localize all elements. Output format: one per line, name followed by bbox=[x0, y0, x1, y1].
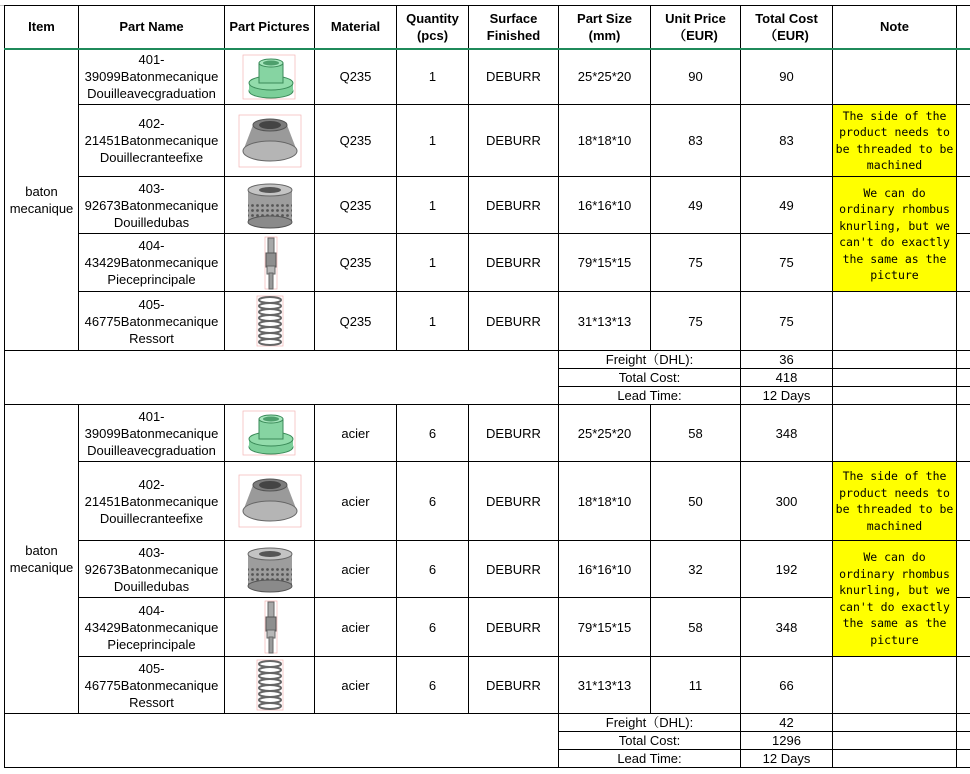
table-row bbox=[5, 598, 970, 657]
summary-value-cell[interactable]: 36 bbox=[741, 351, 833, 369]
summary-note-cell[interactable] bbox=[833, 351, 957, 369]
part-picture-cell[interactable] bbox=[225, 177, 315, 234]
note-cell[interactable] bbox=[833, 405, 957, 462]
summary-label-cell[interactable]: Total Cost: bbox=[559, 732, 741, 750]
part-size-cell[interactable]: 18*18*10 bbox=[559, 462, 651, 541]
extra-cell[interactable] bbox=[957, 105, 970, 177]
table-row bbox=[5, 177, 970, 234]
surface-cell[interactable]: DEBURR bbox=[469, 541, 559, 598]
extra-cell[interactable] bbox=[957, 732, 970, 750]
surface-cell[interactable]: DEBURR bbox=[469, 292, 559, 351]
extra-cell[interactable] bbox=[957, 351, 970, 369]
table-row bbox=[5, 541, 970, 598]
unit-price-cell[interactable]: 90 bbox=[651, 49, 741, 105]
unit-price-cell[interactable]: 50 bbox=[651, 462, 741, 541]
part-size-cell[interactable]: 31*13*13 bbox=[559, 657, 651, 714]
extra-cell[interactable] bbox=[957, 387, 970, 405]
quantity-cell[interactable]: 1 bbox=[397, 105, 469, 177]
part-name-cell[interactable]: 401- 39099Batonmecanique Douilleavecgraduation bbox=[79, 405, 225, 462]
extra-cell[interactable] bbox=[957, 541, 970, 598]
part-name-cell[interactable]: 404- 43429Batonmecanique Pieceprincipale bbox=[79, 234, 225, 292]
material-cell[interactable]: acier bbox=[315, 598, 397, 657]
material-cell[interactable]: Q235 bbox=[315, 234, 397, 292]
quantity-cell[interactable]: 6 bbox=[397, 405, 469, 462]
summary-value-cell[interactable]: 418 bbox=[741, 369, 833, 387]
summary-label-cell[interactable]: Lead Time: bbox=[559, 750, 741, 768]
material-cell[interactable]: Q235 bbox=[315, 292, 397, 351]
summary-note-cell[interactable] bbox=[833, 369, 957, 387]
surface-cell[interactable]: DEBURR bbox=[469, 105, 559, 177]
part-name-cell[interactable]: 403- 92673Batonmecanique Douilledubas bbox=[79, 541, 225, 598]
part-size-cell[interactable]: 16*16*10 bbox=[559, 541, 651, 598]
surface-cell[interactable]: DEBURR bbox=[469, 405, 559, 462]
summary-value-cell[interactable]: 42 bbox=[741, 714, 833, 732]
summary-value-cell[interactable]: 12 Days bbox=[741, 387, 833, 405]
green-bushing-icon bbox=[225, 51, 314, 103]
header-unit-price[interactable]: Unit Price （EUR) bbox=[651, 6, 741, 49]
shaft-icon bbox=[225, 599, 314, 655]
part-picture-cell[interactable] bbox=[225, 462, 315, 541]
part-size-cell[interactable]: 79*15*15 bbox=[559, 598, 651, 657]
summary-row bbox=[5, 351, 970, 369]
item-cell[interactable]: baton mecanique bbox=[5, 405, 79, 714]
quantity-cell[interactable]: 6 bbox=[397, 657, 469, 714]
part-name-cell[interactable]: 401- 39099Batonmecanique Douilleavecgraduation bbox=[79, 49, 225, 105]
extra-cell[interactable] bbox=[957, 369, 970, 387]
note-cell[interactable]: The side of the product needs to be threaded to be machined bbox=[833, 105, 957, 177]
quotation-table bbox=[4, 5, 970, 768]
part-size-cell[interactable]: 31*13*13 bbox=[559, 292, 651, 351]
material-cell[interactable]: acier bbox=[315, 462, 397, 541]
unit-price-cell[interactable]: 58 bbox=[651, 405, 741, 462]
unit-price-cell[interactable]: 75 bbox=[651, 292, 741, 351]
summary-value-cell[interactable]: 12 Days bbox=[741, 750, 833, 768]
extra-cell[interactable] bbox=[957, 657, 970, 714]
total-cost-cell[interactable]: 300 bbox=[741, 462, 833, 541]
header-item[interactable]: Item bbox=[5, 6, 79, 49]
unit-price-cell[interactable]: 49 bbox=[651, 177, 741, 234]
surface-cell[interactable]: DEBURR bbox=[469, 598, 559, 657]
part-size-cell[interactable]: 25*25*20 bbox=[559, 405, 651, 462]
part-picture-cell[interactable] bbox=[225, 105, 315, 177]
quantity-cell[interactable]: 6 bbox=[397, 462, 469, 541]
table-row bbox=[5, 292, 970, 351]
extra-cell[interactable] bbox=[957, 234, 970, 292]
summary-label-cell[interactable]: Lead Time: bbox=[559, 387, 741, 405]
green-bushing-icon bbox=[225, 407, 314, 459]
material-cell[interactable]: Q235 bbox=[315, 105, 397, 177]
table-row bbox=[5, 657, 970, 714]
cone-ring-icon bbox=[225, 111, 314, 171]
part-name-cell[interactable]: 402- 21451Batonmecanique Douillecranteefixe bbox=[79, 105, 225, 177]
summary-label-cell[interactable]: Freight（DHL): bbox=[559, 714, 741, 732]
material-cell[interactable]: acier bbox=[315, 657, 397, 714]
header-row bbox=[5, 6, 970, 49]
summary-blank-cell[interactable] bbox=[5, 351, 559, 405]
header-part-name[interactable]: Part Name bbox=[79, 6, 225, 49]
header-part-pictures[interactable]: Part Pictures bbox=[225, 6, 315, 49]
part-name-cell[interactable]: 404- 43429Batonmecanique Pieceprincipale bbox=[79, 598, 225, 657]
total-cost-cell[interactable]: 348 bbox=[741, 405, 833, 462]
table-row bbox=[5, 405, 970, 462]
quantity-cell[interactable]: 1 bbox=[397, 177, 469, 234]
note-cell[interactable] bbox=[833, 49, 957, 105]
part-size-cell[interactable]: 16*16*10 bbox=[559, 177, 651, 234]
quantity-cell[interactable]: 6 bbox=[397, 598, 469, 657]
material-cell[interactable]: Q235 bbox=[315, 49, 397, 105]
header-total-cost[interactable]: Total Cost （EUR) bbox=[741, 6, 833, 49]
unit-price-cell[interactable]: 83 bbox=[651, 105, 741, 177]
summary-row bbox=[5, 714, 970, 732]
part-size-cell[interactable]: 18*18*10 bbox=[559, 105, 651, 177]
part-name-cell[interactable]: 405- 46775Batonmecanique Ressort bbox=[79, 292, 225, 351]
part-picture-cell[interactable] bbox=[225, 49, 315, 105]
part-size-cell[interactable]: 79*15*15 bbox=[559, 234, 651, 292]
part-picture-cell[interactable] bbox=[225, 657, 315, 714]
total-cost-cell[interactable]: 83 bbox=[741, 105, 833, 177]
surface-cell[interactable]: DEBURR bbox=[469, 462, 559, 541]
header-material[interactable]: Material bbox=[315, 6, 397, 49]
header-surface[interactable]: Surface Finished bbox=[469, 6, 559, 49]
header-part-size[interactable]: Part Size (mm) bbox=[559, 6, 651, 49]
note-cell[interactable]: We can do ordinary rhombus knurling, but we can't do exactly the same as the picture bbox=[833, 177, 957, 292]
table-row bbox=[5, 105, 970, 177]
material-cell[interactable]: acier bbox=[315, 405, 397, 462]
summary-value-cell[interactable]: 1296 bbox=[741, 732, 833, 750]
shaft-icon bbox=[225, 235, 314, 291]
extra-cell[interactable] bbox=[957, 598, 970, 657]
summary-note-cell[interactable] bbox=[833, 714, 957, 732]
material-cell[interactable]: Q235 bbox=[315, 177, 397, 234]
part-picture-cell[interactable] bbox=[225, 292, 315, 351]
part-name-cell[interactable]: 403- 92673Batonmecanique Douilledubas bbox=[79, 177, 225, 234]
note-cell[interactable]: We can do ordinary rhombus knurling, but we can't do exactly the same as the picture bbox=[833, 541, 957, 657]
part-picture-cell[interactable] bbox=[225, 541, 315, 598]
extra-cell[interactable] bbox=[957, 405, 970, 462]
extra-cell[interactable] bbox=[957, 292, 970, 351]
extra-cell[interactable] bbox=[957, 714, 970, 732]
part-picture-cell[interactable] bbox=[225, 405, 315, 462]
header-note[interactable]: Note bbox=[833, 6, 957, 49]
surface-cell[interactable]: DEBURR bbox=[469, 657, 559, 714]
surface-cell[interactable]: DEBURR bbox=[469, 177, 559, 234]
unit-price-cell[interactable]: 32 bbox=[651, 541, 741, 598]
part-size-cell[interactable]: 25*25*20 bbox=[559, 49, 651, 105]
extra-cell[interactable] bbox=[957, 462, 970, 541]
unit-price-cell[interactable]: 75 bbox=[651, 234, 741, 292]
knurled-sleeve-icon bbox=[225, 178, 314, 232]
surface-cell[interactable]: DEBURR bbox=[469, 49, 559, 105]
part-picture-cell[interactable] bbox=[225, 598, 315, 657]
note-cell[interactable]: The side of the product needs to be threaded to be machined bbox=[833, 462, 957, 541]
summary-label-cell[interactable]: Freight（DHL): bbox=[559, 351, 741, 369]
summary-note-cell[interactable] bbox=[833, 750, 957, 768]
spring-icon bbox=[225, 294, 314, 348]
total-cost-cell[interactable]: 75 bbox=[741, 234, 833, 292]
summary-note-cell[interactable] bbox=[833, 732, 957, 750]
note-cell[interactable] bbox=[833, 292, 957, 351]
total-cost-cell[interactable]: 192 bbox=[741, 541, 833, 598]
summary-note-cell[interactable] bbox=[833, 387, 957, 405]
surface-cell[interactable]: DEBURR bbox=[469, 234, 559, 292]
table-row bbox=[5, 49, 970, 105]
total-cost-cell[interactable]: 49 bbox=[741, 177, 833, 234]
cone-ring-icon bbox=[225, 471, 314, 531]
part-name-cell[interactable]: 405- 46775Batonmecanique Ressort bbox=[79, 657, 225, 714]
header-quantity[interactable]: Quantity (pcs) bbox=[397, 6, 469, 49]
total-cost-cell[interactable]: 66 bbox=[741, 657, 833, 714]
unit-price-cell[interactable]: 58 bbox=[651, 598, 741, 657]
summary-label-cell[interactable]: Total Cost: bbox=[559, 369, 741, 387]
quantity-cell[interactable]: 1 bbox=[397, 234, 469, 292]
table-row bbox=[5, 234, 970, 292]
extra-cell[interactable] bbox=[957, 177, 970, 234]
extra-cell[interactable] bbox=[957, 49, 970, 105]
unit-price-cell[interactable]: 11 bbox=[651, 657, 741, 714]
total-cost-cell[interactable]: 348 bbox=[741, 598, 833, 657]
material-cell[interactable]: acier bbox=[315, 541, 397, 598]
item-cell[interactable]: baton mecanique bbox=[5, 49, 79, 351]
note-cell[interactable] bbox=[833, 657, 957, 714]
extra-cell[interactable] bbox=[957, 750, 970, 768]
total-cost-cell[interactable]: 90 bbox=[741, 49, 833, 105]
summary-blank-cell[interactable] bbox=[5, 714, 559, 768]
table-row bbox=[5, 462, 970, 541]
quantity-cell[interactable]: 6 bbox=[397, 541, 469, 598]
quantity-cell[interactable]: 1 bbox=[397, 49, 469, 105]
quantity-cell[interactable]: 1 bbox=[397, 292, 469, 351]
spring-icon bbox=[225, 658, 314, 712]
part-name-cell[interactable]: 402- 21451Batonmecanique Douillecranteefixe bbox=[79, 462, 225, 541]
total-cost-cell[interactable]: 75 bbox=[741, 292, 833, 351]
header-extra-column[interactable] bbox=[957, 6, 970, 49]
knurled-sleeve-icon bbox=[225, 542, 314, 596]
part-picture-cell[interactable] bbox=[225, 234, 315, 292]
